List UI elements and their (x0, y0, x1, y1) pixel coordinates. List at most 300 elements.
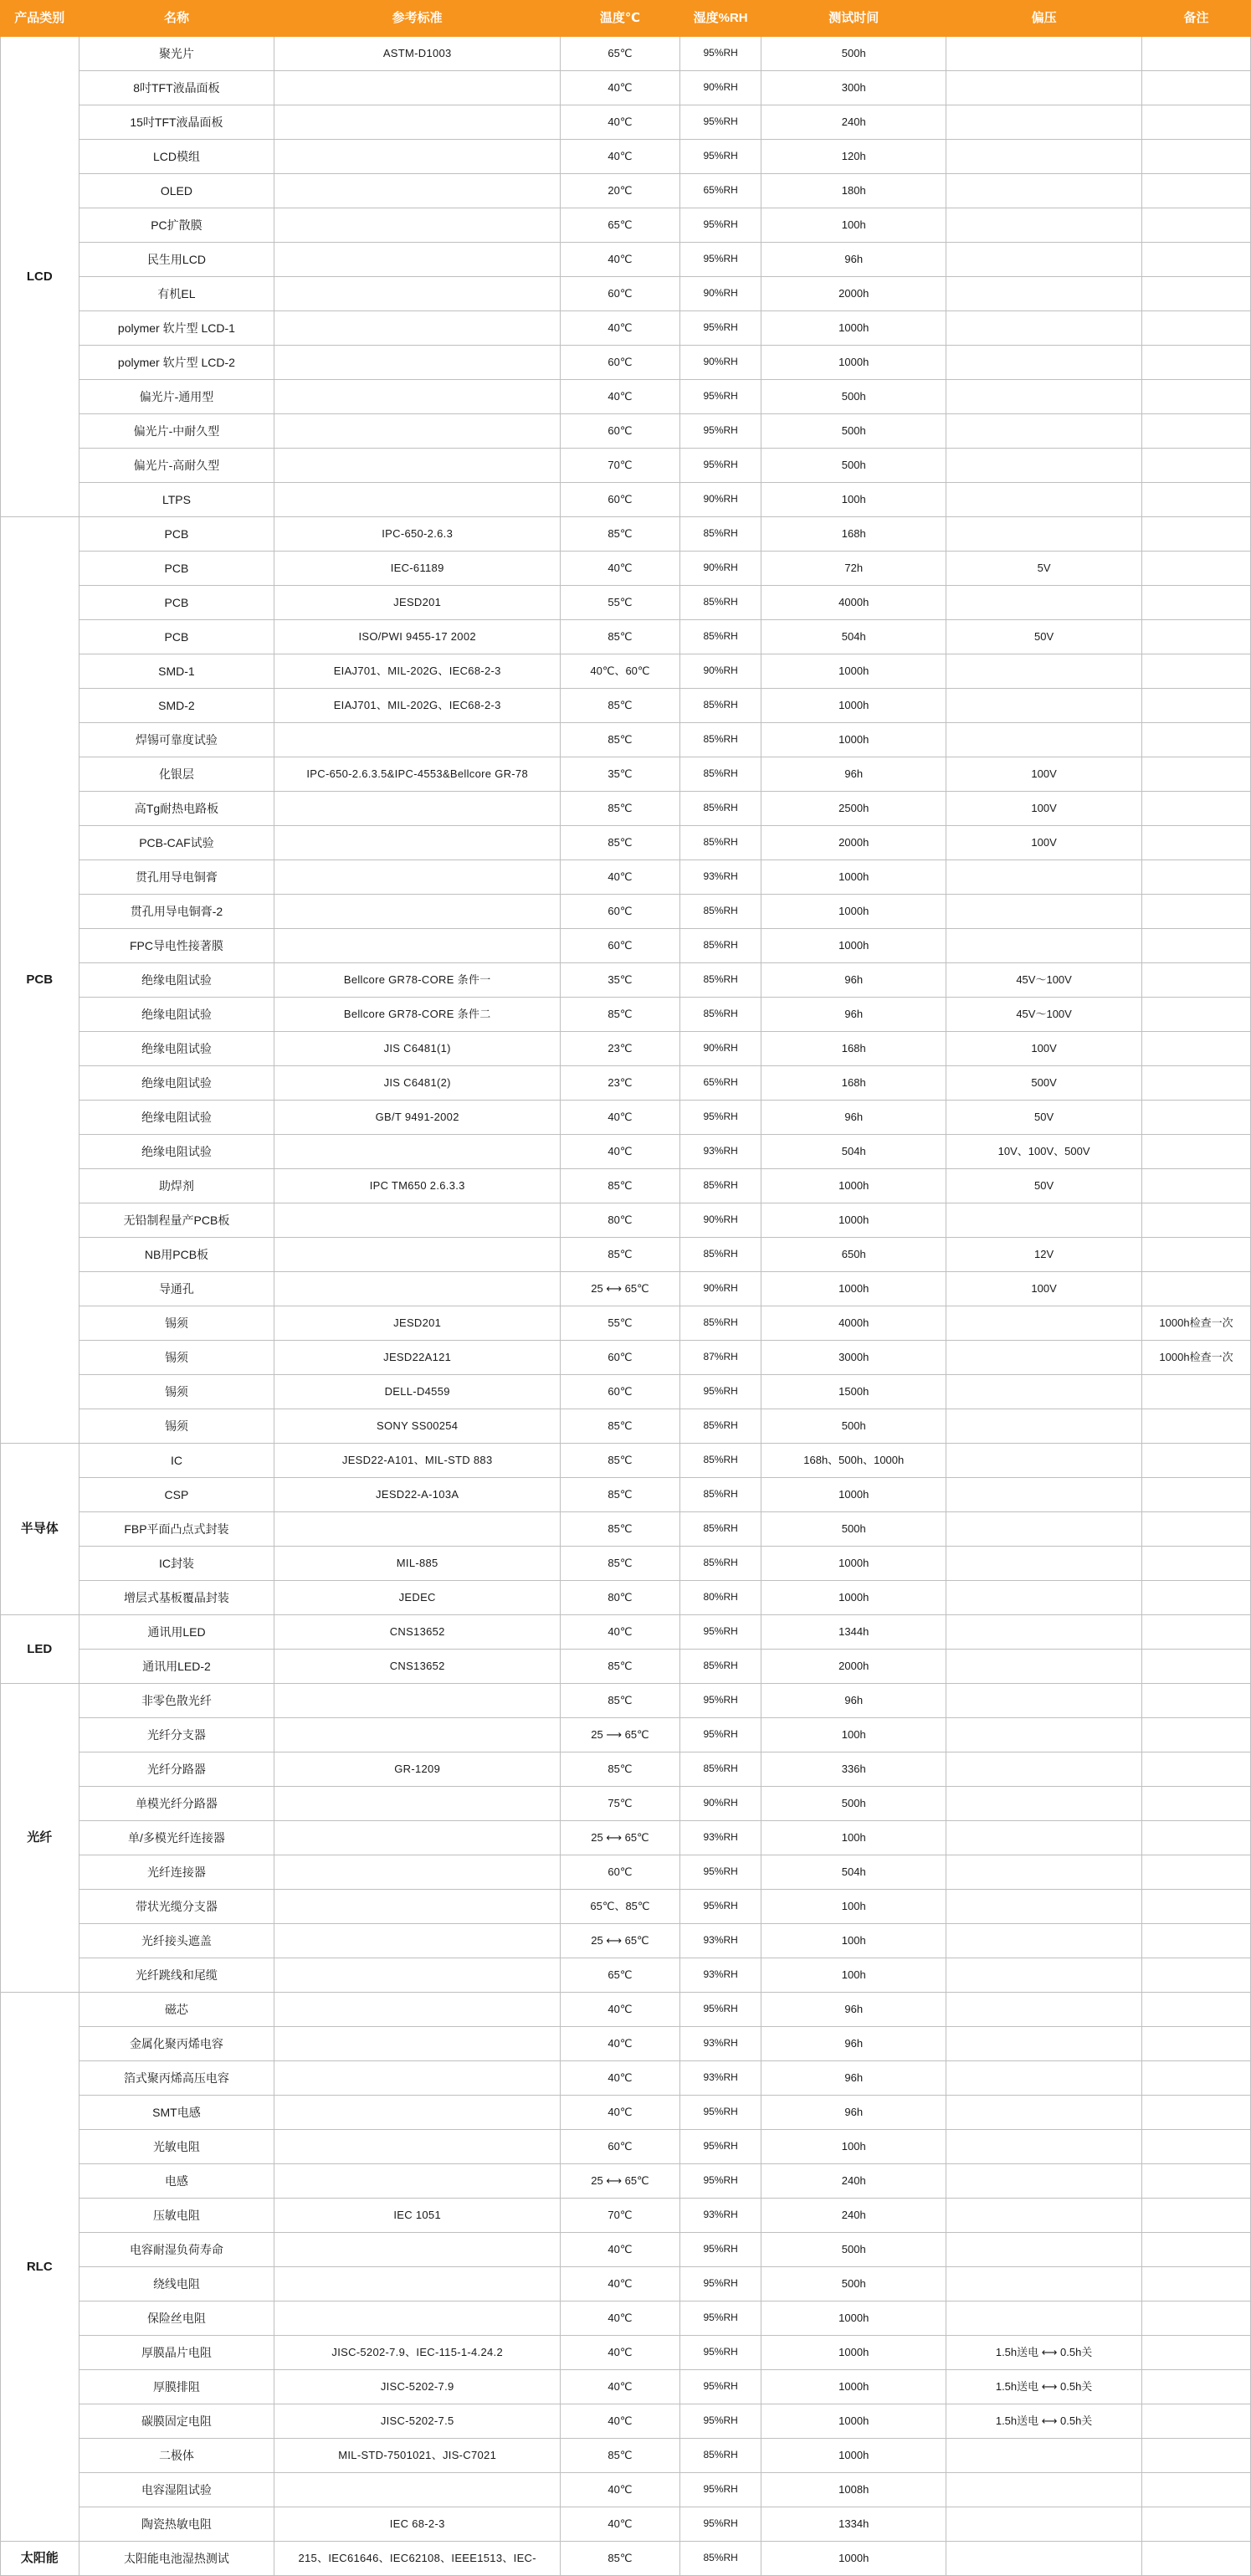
cell-time: 1000h (761, 1581, 946, 1615)
cell-hum: 95%RH (679, 243, 761, 277)
cell-time: 500h (761, 1512, 946, 1547)
cell-note (1142, 71, 1251, 105)
cell-name: 压敏电阻 (79, 2199, 274, 2233)
cell-bias (946, 689, 1142, 723)
cell-temp: 40℃ (561, 243, 680, 277)
cell-bias (946, 1409, 1142, 1444)
cell-bias (946, 2233, 1142, 2267)
table-row (1, 1272, 1251, 1306)
cell-name: 带状光缆分支器 (79, 1890, 274, 1924)
table-row (1, 1135, 1251, 1169)
cell-note (1142, 1855, 1251, 1890)
table-row (1, 2439, 1251, 2473)
table-row (1, 895, 1251, 929)
table-row (1, 1958, 1251, 1993)
cell-std (274, 2301, 561, 2336)
cell-bias (946, 929, 1142, 963)
cell-bias: 5V (946, 552, 1142, 586)
cell-std: IPC-650-2.6.3 (274, 517, 561, 552)
cell-note (1142, 2061, 1251, 2096)
cell-temp: 40℃ (561, 2267, 680, 2301)
cell-name: 光敏电阻 (79, 2130, 274, 2164)
cell-std: JESD22-A101、MIL-STD 883 (274, 1444, 561, 1478)
cell-time: 1000h (761, 654, 946, 689)
table-row (1, 757, 1251, 792)
table-row (1, 1615, 1251, 1650)
cell-temp: 75℃ (561, 1787, 680, 1821)
cell-temp: 40℃ (561, 2507, 680, 2542)
cell-bias: 10V、100V、500V (946, 1135, 1142, 1169)
cell-time: 504h (761, 620, 946, 654)
column-header-standard: 参考标准 (274, 1, 561, 37)
cell-name: 碳膜固定电阻 (79, 2404, 274, 2439)
cell-hum: 85%RH (679, 929, 761, 963)
cell-std (274, 860, 561, 895)
table-row (1, 1650, 1251, 1684)
cell-bias: 50V (946, 1101, 1142, 1135)
cell-temp: 85℃ (561, 1169, 680, 1203)
cell-temp: 85℃ (561, 1512, 680, 1547)
table-row (1, 346, 1251, 380)
cell-std: IPC-650-2.6.3.5&IPC-4553&Bellcore GR-78 (274, 757, 561, 792)
cell-note (1142, 552, 1251, 586)
cell-name: 光纤分支器 (79, 1718, 274, 1752)
table-row (1, 71, 1251, 105)
cell-name: IC封装 (79, 1547, 274, 1581)
cell-hum: 85%RH (679, 620, 761, 654)
cell-time: 1000h (761, 2404, 946, 2439)
cell-std (274, 311, 561, 346)
table-row (1, 1169, 1251, 1203)
cell-note (1142, 1924, 1251, 1958)
cell-name: 绝缘电阻试验 (79, 1135, 274, 1169)
cell-hum: 85%RH (679, 1478, 761, 1512)
cell-bias (946, 1993, 1142, 2027)
cell-name: IC (79, 1444, 274, 1478)
cell-temp: 40℃ (561, 71, 680, 105)
cell-bias (946, 1478, 1142, 1512)
cell-hum: 95%RH (679, 311, 761, 346)
cell-std (274, 1272, 561, 1306)
cell-time: 96h (761, 2096, 946, 2130)
cell-temp: 55℃ (561, 1306, 680, 1341)
cell-std: GB/T 9491-2002 (274, 1101, 561, 1135)
cell-hum: 85%RH (679, 517, 761, 552)
cell-hum: 95%RH (679, 1375, 761, 1409)
cell-hum: 85%RH (679, 1238, 761, 1272)
table-row (1, 929, 1251, 963)
cell-name: OLED (79, 174, 274, 208)
cell-time: 1344h (761, 1615, 946, 1650)
cell-std (274, 414, 561, 449)
column-header-name: 名称 (79, 1, 274, 37)
cell-temp: 60℃ (561, 1341, 680, 1375)
cell-note (1142, 2370, 1251, 2404)
cell-bias (946, 2542, 1142, 2576)
cell-time: 100h (761, 2130, 946, 2164)
cell-std (274, 895, 561, 929)
cell-time: 504h (761, 1855, 946, 1890)
cell-bias (946, 2061, 1142, 2096)
cell-time: 240h (761, 2199, 946, 2233)
cell-temp: 70℃ (561, 2199, 680, 2233)
cell-hum: 90%RH (679, 1032, 761, 1066)
cell-name: 绝缘电阻试验 (79, 1101, 274, 1135)
cell-time: 1000h (761, 689, 946, 723)
table-row (1, 2267, 1251, 2301)
cell-name: PCB (79, 552, 274, 586)
cell-name: SMD-2 (79, 689, 274, 723)
cell-std (274, 1821, 561, 1855)
cell-std (274, 1958, 561, 1993)
cell-bias (946, 517, 1142, 552)
cell-time: 2000h (761, 826, 946, 860)
cell-bias: 45V～100V (946, 963, 1142, 998)
cell-note (1142, 1821, 1251, 1855)
table-row (1, 2507, 1251, 2542)
cell-note (1142, 654, 1251, 689)
table-row (1, 277, 1251, 311)
cell-time: 1000h (761, 1547, 946, 1581)
table-row (1, 1993, 1251, 2027)
cell-std (274, 2027, 561, 2061)
cell-std: 215、IEC61646、IEC62108、IEEE1513、IEC- (274, 2542, 561, 2576)
cell-time: 1000h (761, 2542, 946, 2576)
cell-name: LTPS (79, 483, 274, 517)
cell-name: 偏光片-中耐久型 (79, 414, 274, 449)
cell-temp: 35℃ (561, 963, 680, 998)
cell-note: 1000h检查一次 (1142, 1306, 1251, 1341)
cell-std: EIAJ701、MIL-202G、IEC68-2-3 (274, 689, 561, 723)
cell-name: PCB (79, 620, 274, 654)
cell-note (1142, 1718, 1251, 1752)
cell-std (274, 449, 561, 483)
category-cell: 光纤 (1, 1684, 79, 1993)
cell-name: FBP平面凸点式封装 (79, 1512, 274, 1547)
cell-std (274, 1890, 561, 1924)
cell-temp: 40℃ (561, 860, 680, 895)
table-row (1, 105, 1251, 140)
cell-bias: 50V (946, 1169, 1142, 1203)
table-row (1, 1547, 1251, 1581)
cell-note (1142, 963, 1251, 998)
cell-time: 100h (761, 1718, 946, 1752)
cell-hum: 95%RH (679, 380, 761, 414)
cell-time: 1000h (761, 2336, 946, 2370)
cell-bias (946, 1547, 1142, 1581)
cell-note (1142, 757, 1251, 792)
cell-name: 偏光片-高耐久型 (79, 449, 274, 483)
cell-time: 3000h (761, 1341, 946, 1375)
cell-std: MIL-885 (274, 1547, 561, 1581)
cell-note (1142, 1169, 1251, 1203)
table-row (1, 689, 1251, 723)
cell-note (1142, 105, 1251, 140)
cell-note (1142, 826, 1251, 860)
cell-hum: 87%RH (679, 1341, 761, 1375)
table-row (1, 1512, 1251, 1547)
cell-std (274, 1238, 561, 1272)
cell-time: 1000h (761, 860, 946, 895)
cell-hum: 95%RH (679, 208, 761, 243)
cell-time: 300h (761, 71, 946, 105)
category-cell: LCD (1, 37, 79, 517)
cell-time: 100h (761, 1821, 946, 1855)
cell-name: 偏光片-通用型 (79, 380, 274, 414)
cell-note (1142, 1203, 1251, 1238)
cell-time: 1000h (761, 723, 946, 757)
cell-note (1142, 2439, 1251, 2473)
cell-name: 单/多模光纤连接器 (79, 1821, 274, 1855)
cell-name: 锡须 (79, 1375, 274, 1409)
cell-hum: 85%RH (679, 826, 761, 860)
cell-name: 陶瓷热敏电阻 (79, 2507, 274, 2542)
cell-std (274, 2233, 561, 2267)
cell-temp: 85℃ (561, 1238, 680, 1272)
cell-bias (946, 2473, 1142, 2507)
cell-hum: 85%RH (679, 1409, 761, 1444)
cell-bias (946, 346, 1142, 380)
table-row (1, 2404, 1251, 2439)
cell-note (1142, 1444, 1251, 1478)
cell-time: 500h (761, 2267, 946, 2301)
cell-std: EIAJ701、MIL-202G、IEC68-2-3 (274, 654, 561, 689)
cell-name: PC扩散膜 (79, 208, 274, 243)
cell-time: 2000h (761, 1650, 946, 1684)
cell-std: IEC 1051 (274, 2199, 561, 2233)
cell-hum: 95%RH (679, 2301, 761, 2336)
cell-time: 120h (761, 140, 946, 174)
cell-bias (946, 1684, 1142, 1718)
column-header-remarks: 备注 (1142, 1, 1251, 37)
table-row (1, 860, 1251, 895)
cell-bias: 45V～100V (946, 998, 1142, 1032)
cell-time: 1000h (761, 2301, 946, 2336)
cell-name: 高Tg耐热电路板 (79, 792, 274, 826)
table-row (1, 620, 1251, 654)
cell-note (1142, 2404, 1251, 2439)
cell-note (1142, 277, 1251, 311)
cell-note (1142, 1615, 1251, 1650)
cell-hum: 95%RH (679, 449, 761, 483)
cell-note (1142, 449, 1251, 483)
cell-std: CNS13652 (274, 1650, 561, 1684)
cell-bias (946, 2267, 1142, 2301)
cell-bias: 100V (946, 826, 1142, 860)
table-row (1, 1066, 1251, 1101)
cell-std: CNS13652 (274, 1615, 561, 1650)
cell-note (1142, 620, 1251, 654)
cell-temp: 23℃ (561, 1032, 680, 1066)
cell-time: 240h (761, 2164, 946, 2199)
cell-temp: 40℃ (561, 1135, 680, 1169)
cell-note (1142, 1238, 1251, 1272)
cell-note (1142, 243, 1251, 277)
cell-name: 15吋TFT液晶面板 (79, 105, 274, 140)
cell-std: IEC 68-2-3 (274, 2507, 561, 2542)
cell-bias (946, 723, 1142, 757)
cell-temp: 85℃ (561, 998, 680, 1032)
cell-note (1142, 895, 1251, 929)
cell-name: 绝缘电阻试验 (79, 1066, 274, 1101)
table-row (1, 1032, 1251, 1066)
cell-bias (946, 37, 1142, 71)
cell-temp: 85℃ (561, 723, 680, 757)
cell-time: 100h (761, 208, 946, 243)
cell-std (274, 243, 561, 277)
cell-temp: 85℃ (561, 689, 680, 723)
cell-name: PCB-CAF试验 (79, 826, 274, 860)
cell-time: 100h (761, 1958, 946, 1993)
cell-note (1142, 1787, 1251, 1821)
cell-hum: 85%RH (679, 1512, 761, 1547)
cell-std: GR-1209 (274, 1752, 561, 1787)
cell-std (274, 1718, 561, 1752)
cell-hum: 95%RH (679, 2404, 761, 2439)
cell-name: 民生用LCD (79, 243, 274, 277)
cell-temp: 40℃ (561, 2301, 680, 2336)
cell-name: 绝缘电阻试验 (79, 1032, 274, 1066)
cell-time: 1000h (761, 2370, 946, 2404)
cell-hum: 85%RH (679, 1650, 761, 1684)
cell-temp: 65℃ (561, 1958, 680, 1993)
cell-bias (946, 1375, 1142, 1409)
cell-temp: 80℃ (561, 1581, 680, 1615)
cell-name: 聚光片 (79, 37, 274, 71)
table-row (1, 380, 1251, 414)
cell-note: 1000h检查一次 (1142, 1341, 1251, 1375)
cell-note (1142, 1890, 1251, 1924)
table-row (1, 1718, 1251, 1752)
cell-name: 贯孔用导电铜膏 (79, 860, 274, 895)
cell-note (1142, 1272, 1251, 1306)
cell-name: PCB (79, 517, 274, 552)
cell-hum: 95%RH (679, 2233, 761, 2267)
cell-time: 96h (761, 243, 946, 277)
cell-hum: 85%RH (679, 723, 761, 757)
cell-temp: 60℃ (561, 895, 680, 929)
cell-note (1142, 2507, 1251, 2542)
cell-std (274, 1684, 561, 1718)
cell-temp: 70℃ (561, 449, 680, 483)
cell-std: JISC-5202-7.9 (274, 2370, 561, 2404)
cell-std (274, 2164, 561, 2199)
cell-name: PCB (79, 586, 274, 620)
cell-hum: 95%RH (679, 1855, 761, 1890)
category-cell: LED (1, 1615, 79, 1684)
cell-name: 通讯用LED-2 (79, 1650, 274, 1684)
cell-time: 1000h (761, 2439, 946, 2473)
cell-hum: 85%RH (679, 998, 761, 1032)
table-row (1, 1684, 1251, 1718)
cell-std (274, 380, 561, 414)
cell-note (1142, 1684, 1251, 1718)
cell-note (1142, 2336, 1251, 2370)
cell-std (274, 277, 561, 311)
cell-hum: 95%RH (679, 414, 761, 449)
cell-time: 500h (761, 380, 946, 414)
cell-note (1142, 792, 1251, 826)
cell-hum: 85%RH (679, 963, 761, 998)
cell-bias (946, 208, 1142, 243)
cell-temp: 40℃ (561, 2027, 680, 2061)
cell-hum: 93%RH (679, 1958, 761, 1993)
cell-name: 锡须 (79, 1409, 274, 1444)
cell-time: 96h (761, 2061, 946, 2096)
cell-std (274, 2473, 561, 2507)
cell-note (1142, 380, 1251, 414)
cell-hum: 95%RH (679, 2370, 761, 2404)
cell-time: 96h (761, 757, 946, 792)
cell-temp: 65℃ (561, 208, 680, 243)
cell-name: 绝缘电阻试验 (79, 998, 274, 1032)
category-cell: 半导体 (1, 1444, 79, 1615)
cell-bias (946, 277, 1142, 311)
cell-time: 1000h (761, 1169, 946, 1203)
table-row (1, 1478, 1251, 1512)
cell-hum: 93%RH (679, 1135, 761, 1169)
cell-std: SONY SS00254 (274, 1409, 561, 1444)
cell-bias (946, 105, 1142, 140)
cell-std (274, 1855, 561, 1890)
cell-hum: 95%RH (679, 140, 761, 174)
table-body (1, 37, 1251, 2576)
table-row (1, 2473, 1251, 2507)
cell-temp: 55℃ (561, 586, 680, 620)
cell-std: Bellcore GR78-CORE 条件一 (274, 963, 561, 998)
table-row (1, 998, 1251, 1032)
table-row (1, 2130, 1251, 2164)
table-row (1, 1924, 1251, 1958)
cell-hum: 95%RH (679, 37, 761, 71)
cell-hum: 85%RH (679, 1752, 761, 1787)
column-header-temperature: 温度℃ (561, 1, 680, 37)
cell-name: 绝缘电阻试验 (79, 963, 274, 998)
cell-bias (946, 1203, 1142, 1238)
cell-bias: 1.5h送电 ⟷ 0.5h关 (946, 2404, 1142, 2439)
cell-std: ISO/PWI 9455-17 2002 (274, 620, 561, 654)
cell-note (1142, 1547, 1251, 1581)
cell-hum: 90%RH (679, 552, 761, 586)
table-row (1, 792, 1251, 826)
table-row (1, 414, 1251, 449)
cell-name: NB用PCB板 (79, 1238, 274, 1272)
cell-temp: 40℃ (561, 1993, 680, 2027)
cell-temp: 25 ⟶ 65℃ (561, 1718, 680, 1752)
cell-temp: 40℃ (561, 2096, 680, 2130)
cell-hum: 85%RH (679, 2439, 761, 2473)
cell-time: 1000h (761, 1478, 946, 1512)
cell-temp: 40℃ (561, 2370, 680, 2404)
cell-bias (946, 1752, 1142, 1787)
category-cell: 太阳能 (1, 2542, 79, 2576)
cell-note (1142, 1650, 1251, 1684)
cell-note (1142, 2027, 1251, 2061)
table-row (1, 2061, 1251, 2096)
cell-bias (946, 586, 1142, 620)
cell-time: 2000h (761, 277, 946, 311)
cell-temp: 40℃ (561, 552, 680, 586)
cell-hum: 93%RH (679, 2061, 761, 2096)
cell-name: 电容耐湿负荷寿命 (79, 2233, 274, 2267)
cell-time: 1008h (761, 2473, 946, 2507)
cell-std: JESD22A121 (274, 1341, 561, 1375)
cell-time: 1000h (761, 346, 946, 380)
table-row (1, 2027, 1251, 2061)
cell-name: polymer 软片型 LCD-1 (79, 311, 274, 346)
cell-temp: 40℃ (561, 2473, 680, 2507)
cell-hum: 93%RH (679, 2027, 761, 2061)
